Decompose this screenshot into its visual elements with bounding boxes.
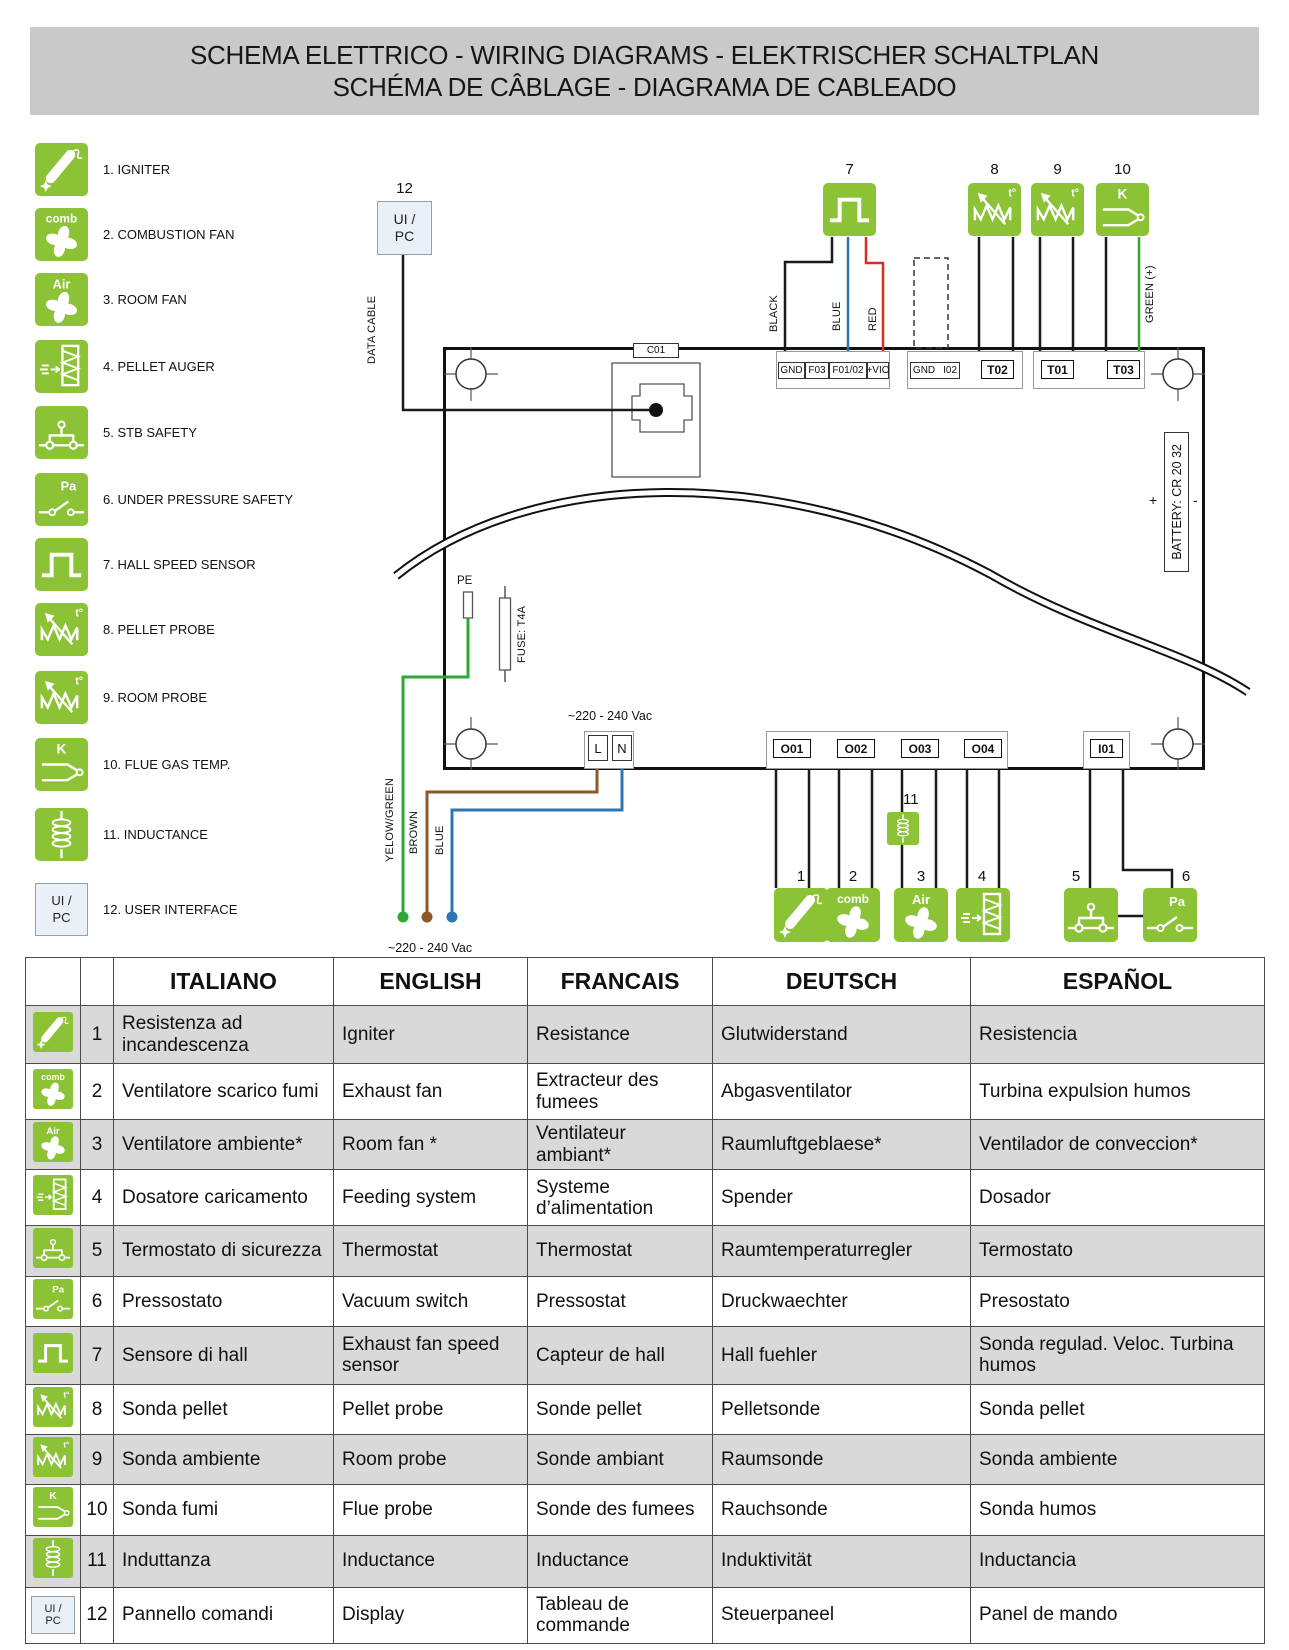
table-cell-deutsch: Hall fuehler: [713, 1326, 971, 1384]
svg-text:Air: Air: [52, 276, 71, 292]
table-cell-num: 4: [81, 1170, 114, 1226]
legend-item-label: 5. STB SAFETY: [103, 425, 197, 440]
table-cell-italiano: Sonda pellet: [114, 1384, 334, 1434]
legend-item-label: 9. ROOM PROBE: [103, 690, 208, 705]
room-fan-icon: [894, 888, 948, 942]
wire-label-yellow-green: YELOW/GREEN: [384, 777, 396, 863]
wire-label-brown: BROWN: [408, 810, 420, 854]
table-cell-english: Igniter: [334, 1006, 528, 1064]
table-cell-english: Inductance: [334, 1535, 528, 1587]
battery-box: BATTERY: CR 20 32: [1164, 432, 1189, 572]
terminal-t02: T02: [981, 360, 1014, 379]
table-cell-espanol: Sonda pellet: [971, 1384, 1265, 1434]
table-header-español: ESPAÑOL: [971, 958, 1265, 1006]
table-cell-deutsch: Raumluftgeblaese*: [713, 1120, 971, 1170]
table-cell-italiano: Termostato di sicurezza: [114, 1226, 334, 1276]
table-cell-italiano: Ventilatore scarico fumi: [114, 1064, 334, 1120]
number-7: 7: [845, 161, 854, 178]
table-cell-italiano: Sonda ambiente: [114, 1435, 334, 1485]
number-3: 3: [916, 868, 926, 885]
c01-label: C01: [633, 343, 679, 358]
table-cell-francais: Thermostat: [528, 1226, 713, 1276]
pellet-probe-icon: [968, 183, 1021, 236]
table-row: [26, 1276, 1265, 1326]
flue-gas-probe-icon: [1096, 183, 1149, 236]
pa-icon: [33, 1279, 73, 1319]
table-cell-icon: [26, 1435, 81, 1485]
table-cell-francais: Inductance: [528, 1535, 713, 1587]
terminal-t01: T01: [1041, 360, 1074, 379]
table-cell-italiano: Sensore di hall: [114, 1326, 334, 1384]
probe-icon: [33, 1437, 73, 1477]
c01-connector: [612, 363, 700, 477]
number-4: 4: [977, 868, 987, 885]
table-cell-francais: Sonde ambiant: [528, 1435, 713, 1485]
svg-text:K: K: [56, 741, 67, 757]
table-row: [26, 1535, 1265, 1587]
terminal-gnd: GND: [778, 362, 805, 379]
svg-text:t°: t°: [1008, 187, 1017, 200]
legend-item-label: 11. INDUCTANCE: [103, 827, 208, 842]
table-cell-italiano: Pressostato: [114, 1276, 334, 1326]
pe-label: PE: [457, 575, 473, 587]
uipc-number: 12: [396, 180, 413, 197]
table-cell-espanol: Sonda humos: [971, 1485, 1265, 1535]
legend-item-label: 6. UNDER PRESSURE SAFETY: [103, 492, 293, 507]
svg-text:comb: comb: [45, 212, 78, 226]
table-row: [26, 1120, 1265, 1170]
table-cell-english: Flue probe: [334, 1485, 528, 1535]
table-cell-english: Thermostat: [334, 1226, 528, 1276]
table-cell-num: 1: [81, 1006, 114, 1064]
table-cell-english: Feeding system: [334, 1170, 528, 1226]
probe-icon: [33, 1387, 73, 1427]
table-cell-num: 9: [81, 1435, 114, 1485]
black-wires: [403, 237, 1172, 916]
legend-uipc-box: UI / PC: [35, 883, 88, 936]
table-cell-francais: Extracteur des fumees: [528, 1064, 713, 1120]
number-8: 8: [990, 161, 999, 178]
hall-sensor-icon: [823, 183, 876, 236]
number-11: 11: [903, 791, 919, 808]
table-row: [26, 1587, 1265, 1643]
table-cell-icon: [26, 1006, 81, 1064]
svg-text:Pa: Pa: [1169, 894, 1185, 909]
stb-safety-icon: [1064, 888, 1118, 942]
table-cell-deutsch: Glutwiderstand: [713, 1006, 971, 1064]
legend-item-label: 7. HALL SPEED SENSOR: [103, 557, 256, 572]
table-header-deutsch: DEUTSCH: [713, 958, 971, 1006]
fuse-label: FUSE: T4A: [516, 605, 528, 664]
table-row: [26, 1170, 1265, 1226]
table-cell-icon: [26, 1587, 81, 1643]
table-cell-icon: [26, 1276, 81, 1326]
table-cell-espanol: Panel de mando: [971, 1587, 1265, 1643]
inductance-icon: [887, 812, 919, 845]
battery-minus: -: [1193, 492, 1198, 508]
mains-top-label: ~220 - 240 Vac: [567, 709, 653, 723]
table-header-francais: FRANCAIS: [528, 958, 713, 1006]
table-cell-francais: Pressostat: [528, 1276, 713, 1326]
table-cell-deutsch: Druckwaechter: [713, 1276, 971, 1326]
number-1: 1: [796, 868, 806, 885]
svg-text:t°: t°: [1071, 187, 1080, 200]
legend-item-label: 3. ROOM FAN: [103, 292, 187, 307]
pellet-auger-icon: [956, 888, 1010, 942]
combustion-fan-icon: [826, 888, 880, 942]
mains-end-dots: [398, 912, 458, 923]
dashed-accessory-box: [914, 258, 948, 348]
svg-text:Air: Air: [46, 1125, 60, 1137]
table-cell-espanol: Termostato: [971, 1226, 1265, 1276]
hall-icon: [33, 1333, 73, 1373]
svg-text:t°: t°: [63, 1390, 70, 1400]
table-row: [26, 1485, 1265, 1535]
terminal-gnd-i02: GND I02: [910, 362, 960, 379]
terminal-o01: O01: [773, 739, 811, 758]
terminal-o04: O04: [964, 739, 1002, 758]
stb-icon: [33, 1228, 73, 1268]
pin-dots: [593, 353, 1143, 768]
inductance-icon: [33, 1538, 73, 1578]
table-cell-francais: Tableau de commande: [528, 1587, 713, 1643]
table-cell-num: 5: [81, 1226, 114, 1276]
table-cell-francais: Sonde pellet: [528, 1384, 713, 1434]
wire-label-red: RED: [867, 307, 879, 331]
table-cell-italiano: Sonda fumi: [114, 1485, 334, 1535]
table-cell-icon: [26, 1064, 81, 1120]
svg-text:comb: comb: [836, 892, 870, 906]
table-row: [26, 1326, 1265, 1384]
table-cell-num: 10: [81, 1485, 114, 1535]
auger-icon: [33, 1175, 73, 1215]
title-line2: SCHÉMA DE CÂBLAGE - DIAGRAMA DE CABLEADO: [332, 72, 957, 102]
pe-pin: [464, 592, 473, 618]
number-2: 2: [848, 868, 858, 885]
table-cell-num: 6: [81, 1276, 114, 1326]
data-cable-label: DATA CABLE: [366, 295, 378, 365]
battery-plus: +: [1149, 492, 1158, 508]
table-cell-english: Display: [334, 1587, 528, 1643]
mains-bottom-label: ~220 - 240 Vac: [387, 941, 473, 955]
table-cell-num: 8: [81, 1384, 114, 1434]
table-cell-deutsch: Rauchsonde: [713, 1485, 971, 1535]
table-cell-espanol: Sonda ambiente: [971, 1435, 1265, 1485]
table-cell-espanol: Presostato: [971, 1276, 1265, 1326]
table-row: [26, 1006, 1265, 1064]
table-cell-francais: Sonde des fumees: [528, 1485, 713, 1535]
table-header: [26, 958, 1265, 1006]
svg-text:Pa: Pa: [60, 478, 77, 494]
number-6: 6: [1181, 868, 1191, 885]
table-cell-francais: Ventilateur ambiant*: [528, 1120, 713, 1170]
terminal-o03: O03: [901, 739, 939, 758]
svg-text:t°: t°: [63, 1440, 70, 1450]
table-cell-icon: [26, 1535, 81, 1587]
terminal-f03: F03: [805, 362, 829, 379]
table-header-english: ENGLISH: [334, 958, 528, 1006]
legend-item-label: 4. PELLET AUGER: [103, 359, 215, 374]
table-cell-num: 3: [81, 1120, 114, 1170]
table-cell-icon: [26, 1485, 81, 1535]
svg-text:K: K: [49, 1491, 57, 1503]
table-cell-icon: [26, 1326, 81, 1384]
table-cell-deutsch: Abgasventilator: [713, 1064, 971, 1120]
table-cell-icon: [26, 1170, 81, 1226]
room-probe-icon: [1031, 183, 1084, 236]
table-cell-espanol: Turbina expulsion humos: [971, 1064, 1265, 1120]
table-cell-italiano: Resistenza ad incandescenza: [114, 1006, 334, 1064]
svg-text:Air: Air: [911, 892, 931, 907]
table-cell-francais: Capteur de hall: [528, 1326, 713, 1384]
table-cell-francais: Resistance: [528, 1006, 713, 1064]
table-cell-deutsch: Raumtemperaturregler: [713, 1226, 971, 1276]
table-cell-deutsch: Spender: [713, 1170, 971, 1226]
svg-text:Pa: Pa: [52, 1283, 65, 1295]
table-cell-icon: [26, 1120, 81, 1170]
table-cell-english: Room probe: [334, 1435, 528, 1485]
table-cell-num: 11: [81, 1535, 114, 1587]
legend-item-label: 12. USER INTERFACE: [103, 902, 238, 917]
igniter-icon: [33, 1012, 73, 1052]
fan_comb-icon: [33, 1069, 73, 1109]
table-cell-num: 7: [81, 1326, 114, 1384]
table-row: [26, 1226, 1265, 1276]
terminal-t03: T03: [1107, 360, 1140, 379]
uipc-box: UI / PC: [377, 201, 432, 255]
svg-text:t°: t°: [75, 675, 84, 688]
terminal-f0102: F01/02: [829, 362, 867, 379]
legend-item-label: 10. FLUE GAS TEMP.: [103, 757, 231, 772]
table-cell-deutsch: Pelletsonde: [713, 1384, 971, 1434]
wire-label-black: BLACK: [768, 294, 780, 332]
svg-text:K: K: [1117, 186, 1128, 202]
legend-item-label: 2. COMBUSTION FAN: [103, 227, 235, 242]
table-cell-espanol: Inductancia: [971, 1535, 1265, 1587]
title-line1: SCHEMA ELETTRICO - WIRING DIAGRAMS - ELEKTRISCHER SCHALTPLAN: [190, 39, 1099, 70]
legend-item-label: 8. PELLET PROBE: [103, 622, 215, 637]
fan_air-icon: [33, 1122, 73, 1162]
number-10: 10: [1114, 161, 1131, 178]
wire-label-blue: BLUE: [831, 301, 843, 331]
table-cell-espanol: Resistencia: [971, 1006, 1265, 1064]
wire-label-green-plus: GREEN (+): [1144, 265, 1156, 323]
table-cell-num: 12: [81, 1587, 114, 1643]
vacuum-switch-icon: [1143, 888, 1197, 942]
fuse-symbol: [500, 586, 511, 682]
table-cell-english: Pellet probe: [334, 1384, 528, 1434]
table-cell-italiano: Ventilatore ambiente*: [114, 1120, 334, 1170]
terminal-i01: I01: [1090, 739, 1123, 758]
table-cell-deutsch: Induktivität: [713, 1535, 971, 1587]
terminal-vio: +VIO: [867, 362, 889, 379]
table-row: [26, 1435, 1265, 1485]
flue-icon: [33, 1487, 73, 1527]
number-9: 9: [1053, 161, 1062, 178]
translation-table: [25, 957, 1265, 1644]
table-cell-espanol: Dosador: [971, 1170, 1265, 1226]
table-cell-english: Vacuum switch: [334, 1276, 528, 1326]
uipc-icon: UI / PC: [31, 1596, 75, 1634]
table-cell-italiano: Dosatore caricamento: [114, 1170, 334, 1226]
table-cell-english: Room fan *: [334, 1120, 528, 1170]
table-row: [26, 1064, 1265, 1120]
table-cell-francais: Systeme d’alimentation: [528, 1170, 713, 1226]
table-cell-italiano: Pannello comandi: [114, 1587, 334, 1643]
number-5: 5: [1071, 868, 1081, 885]
table-cell-deutsch: Raumsonde: [713, 1435, 971, 1485]
table-header-italiano: ITALIANO: [114, 958, 334, 1006]
table-cell-espanol: Ventilador de conveccion*: [971, 1120, 1265, 1170]
table-cell-english: Exhaust fan: [334, 1064, 528, 1120]
table-cell-icon: [26, 1384, 81, 1434]
table-cell-num: 2: [81, 1064, 114, 1120]
table-cell-icon: [26, 1226, 81, 1276]
terminal-l: L: [588, 735, 608, 761]
terminal-n: N: [612, 735, 632, 761]
table-cell-espanol: Sonda regulad. Veloc. Turbina humos: [971, 1326, 1265, 1384]
table-cell-deutsch: Steuerpaneel: [713, 1587, 971, 1643]
legend-item-label: 1. IGNITER: [103, 162, 171, 177]
svg-text:t°: t°: [75, 607, 84, 620]
wire-label-blue2: BLUE: [434, 825, 446, 855]
svg-text:comb: comb: [41, 1071, 65, 1082]
igniter-icon: [774, 888, 828, 942]
table-row: [26, 1384, 1265, 1434]
table-cell-italiano: Induttanza: [114, 1535, 334, 1587]
terminal-o02: O02: [837, 739, 875, 758]
table-cell-english: Exhaust fan speed sensor: [334, 1326, 528, 1384]
